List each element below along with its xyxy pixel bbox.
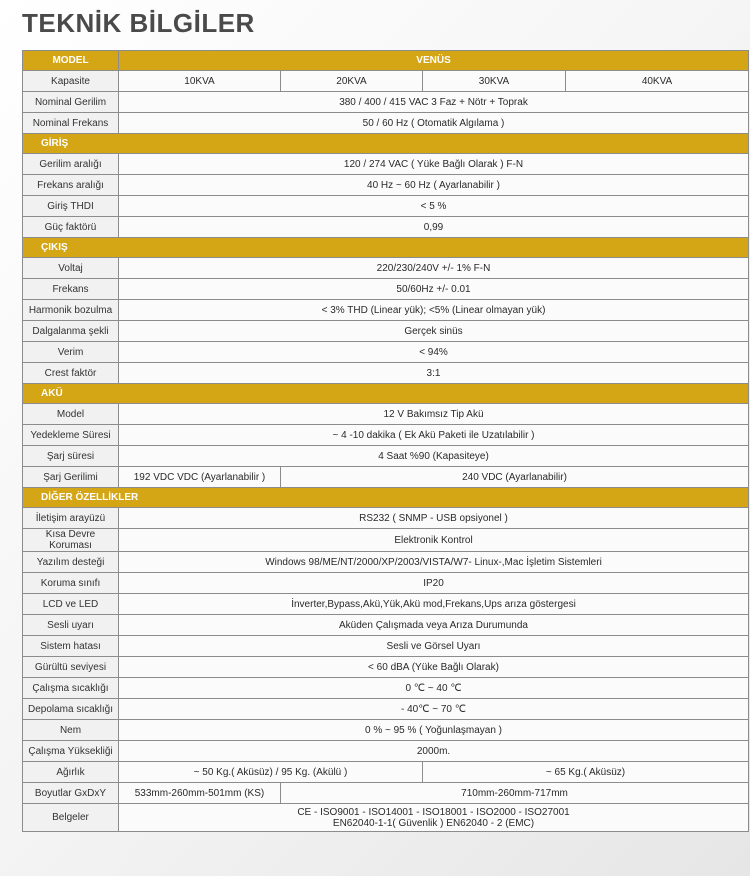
model-label: MODEL <box>23 51 119 71</box>
spec-value: 0,99 <box>119 217 749 238</box>
weight-row <box>23 762 749 783</box>
other-row <box>23 657 749 678</box>
spec-label: Gerilim aralığı <box>23 154 119 175</box>
battery-section-header <box>23 384 749 404</box>
spec-value: Sesli ve Görsel Uyarı <box>119 636 749 657</box>
input-row <box>23 154 749 175</box>
other-row <box>23 720 749 741</box>
spec-label: Depolama sıcaklığı <box>23 699 119 720</box>
spec-value: RS232 ( SNMP - USB opsiyonel ) <box>119 508 749 529</box>
input-row <box>23 175 749 196</box>
battery-row <box>23 425 749 446</box>
spec-value: ~ 50 Kg.( Aküsüz) / 95 Kg. (Akülü ) <box>119 762 423 783</box>
spec-label: Yedekleme Süresi <box>23 425 119 446</box>
spec-label: Koruma sınıfı <box>23 573 119 594</box>
spec-value: Windows 98/ME/NT/2000/XP/2003/VISTA/W7- Linux-,Mac İşletim Sistemleri <box>119 552 749 573</box>
spec-label: Kapasite <box>23 71 119 92</box>
spec-value: 120 / 274 VAC ( Yüke Bağlı Olarak ) F-N <box>119 154 749 175</box>
spec-label: Sesli uyarı <box>23 615 119 636</box>
certificates-line-1: CE - ISO9001 - ISO14001 - ISO18001 - ISO2000 - ISO27001 <box>297 806 570 818</box>
spec-label: Yazılım desteği <box>23 552 119 573</box>
capacity-value: 30KVA <box>423 71 566 92</box>
input-row <box>23 217 749 238</box>
spec-value: 3:1 <box>119 363 749 384</box>
spec-label: Kısa Devre Koruması <box>23 529 119 552</box>
spec-value: 0 ℃ ~ 40 ℃ <box>119 678 749 699</box>
other-row <box>23 615 749 636</box>
spec-label: Harmonik bozulma <box>23 300 119 321</box>
spec-value: < 60 dBA (Yüke Bağlı Olarak) <box>119 657 749 678</box>
spec-value: < 5 % <box>119 196 749 217</box>
spec-value: 380 / 400 / 415 VAC 3 Faz + Nötr + Toprak <box>119 92 749 113</box>
other-section-header <box>23 488 749 508</box>
spec-label: Ağırlık <box>23 762 119 783</box>
capacity-value: 20KVA <box>281 71 423 92</box>
spec-value: < 3% THD (Linear yük); <5% (Linear olmayan yük) <box>119 300 749 321</box>
output-row <box>23 300 749 321</box>
general-row <box>23 113 749 134</box>
other-row <box>23 741 749 762</box>
spec-value: 220/230/240V +/- 1% F-N <box>119 258 749 279</box>
capacity-value: 10KVA <box>119 71 281 92</box>
spec-value: İnverter,Bypass,Akü,Yük,Akü mod,Frekans,Ups arıza göstergesi <box>119 594 749 615</box>
spec-value: 50 / 60 Hz ( Otomatik Algılama ) <box>119 113 749 134</box>
spec-value: IP20 <box>119 573 749 594</box>
spec-value: ~ 4 -10 dakika ( Ek Akü Paketi ile Uzatılabilir ) <box>119 425 749 446</box>
other-row <box>23 529 749 552</box>
input-section-header <box>23 134 749 154</box>
capacity-row <box>23 71 749 92</box>
spec-label: Crest faktör <box>23 363 119 384</box>
charge-voltage-row <box>23 467 749 488</box>
certificates-row <box>23 804 749 832</box>
spec-label: Gürültü seviyesi <box>23 657 119 678</box>
spec-value: 0 % ~ 95 % ( Yoğunlaşmayan ) <box>119 720 749 741</box>
spec-label: İletişim arayüzü <box>23 508 119 529</box>
input-section-title: GİRİŞ <box>23 134 749 154</box>
other-row <box>23 573 749 594</box>
battery-row <box>23 404 749 425</box>
other-row <box>23 699 749 720</box>
spec-label: Nominal Frekans <box>23 113 119 134</box>
spec-value: 192 VDC VDC (Ayarlanabilir ) <box>119 467 281 488</box>
spec-label: Şarj Gerilimi <box>23 467 119 488</box>
spec-value: Elektronik Kontrol <box>119 529 749 552</box>
spec-label: Dalgalanma şekli <box>23 321 119 342</box>
spec-label: Sistem hatası <box>23 636 119 657</box>
spec-label: Nem <box>23 720 119 741</box>
spec-value: 40 Hz ~ 60 Hz ( Ayarlanabilir ) <box>119 175 749 196</box>
battery-row <box>23 446 749 467</box>
spec-label: Şarj süresi <box>23 446 119 467</box>
spec-table <box>22 50 749 832</box>
spec-label: Boyutlar GxDxY <box>23 783 119 804</box>
spec-label: Voltaj <box>23 258 119 279</box>
spec-value: ~ 65 Kg.( Aküsüz) <box>423 762 749 783</box>
other-section-title: DİĞER ÖZELLİKLER <box>23 488 749 508</box>
spec-value: Gerçek sinüs <box>119 321 749 342</box>
other-row <box>23 636 749 657</box>
output-section-title: ÇIKIŞ <box>23 238 749 258</box>
spec-label: Çalışma Yüksekliği <box>23 741 119 762</box>
certificates-line-2: EN62040-1-1( Güvenlik ) EN62040 - 2 (EMC) <box>332 817 535 829</box>
spec-value: 533mm-260mm-501mm (KS) <box>119 783 281 804</box>
spec-label: Frekans <box>23 279 119 300</box>
spec-label: Frekans aralığı <box>23 175 119 196</box>
general-row <box>23 92 749 113</box>
output-row <box>23 258 749 279</box>
spec-label: Nominal Gerilim <box>23 92 119 113</box>
output-row <box>23 342 749 363</box>
spec-value: 240 VDC (Ayarlanabilir) <box>281 467 749 488</box>
certificates-value <box>119 804 749 832</box>
spec-label: LCD ve LED <box>23 594 119 615</box>
spec-label: Güç faktörü <box>23 217 119 238</box>
model-header-row <box>23 51 749 71</box>
other-row <box>23 594 749 615</box>
spec-label: Giriş THDI <box>23 196 119 217</box>
spec-value: 2000m. <box>119 741 749 762</box>
capacity-value: 40KVA <box>566 71 749 92</box>
spec-label: Çalışma sıcaklığı <box>23 678 119 699</box>
battery-section-title: AKÜ <box>23 384 749 404</box>
output-section-header <box>23 238 749 258</box>
input-row <box>23 196 749 217</box>
spec-value: 12 V Bakımsız Tip Akü <box>119 404 749 425</box>
spec-value: 50/60Hz +/- 0.01 <box>119 279 749 300</box>
spec-label: Belgeler <box>23 804 119 832</box>
output-row <box>23 279 749 300</box>
other-row <box>23 552 749 573</box>
other-row <box>23 678 749 699</box>
spec-label: Model <box>23 404 119 425</box>
dimensions-row <box>23 783 749 804</box>
spec-value: Aküden Çalışmada veya Arıza Durumunda <box>119 615 749 636</box>
spec-value: - 40℃ ~ 70 ℃ <box>119 699 749 720</box>
spec-label: Verim <box>23 342 119 363</box>
model-value: VENÜS <box>119 51 749 71</box>
spec-value: 710mm-260mm-717mm <box>281 783 749 804</box>
other-row <box>23 508 749 529</box>
spec-value: < 94% <box>119 342 749 363</box>
spec-value: 4 Saat %90 (Kapasiteye) <box>119 446 749 467</box>
output-row <box>23 321 749 342</box>
output-row <box>23 363 749 384</box>
page-title: TEKNİK BİLGİLER <box>22 8 255 38</box>
